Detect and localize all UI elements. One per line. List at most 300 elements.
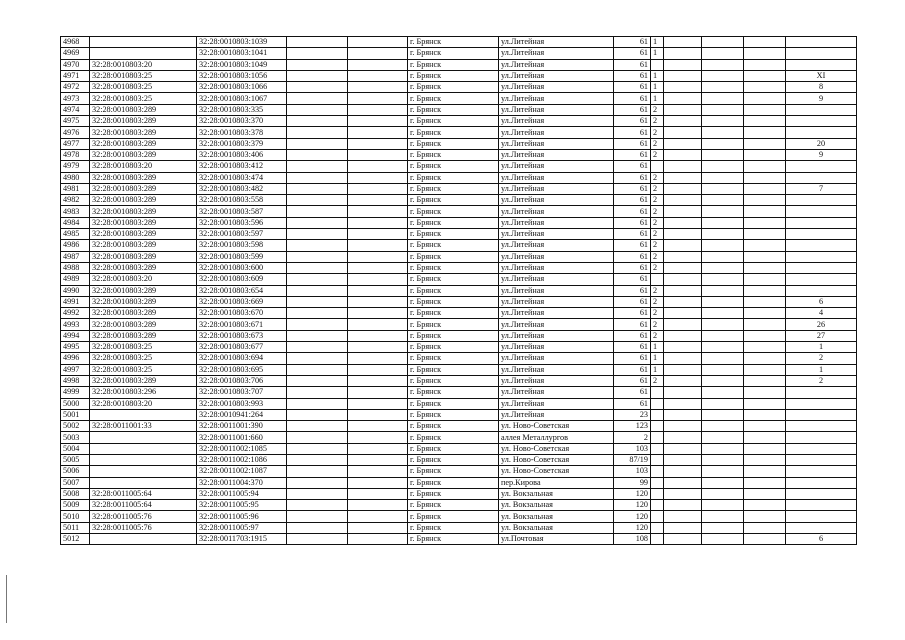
cell-extra <box>786 387 857 398</box>
cell-empty-c <box>664 296 702 307</box>
cell-empty-e <box>744 127 786 138</box>
cell-extra <box>786 172 857 183</box>
cell-parcel: 32:28:0010803:289 <box>90 138 197 149</box>
cell-object: 32:28:0011001:390 <box>197 421 287 432</box>
cell-house: 61 <box>614 342 651 353</box>
cell-parcel: 32:28:0010803:20 <box>90 274 197 285</box>
cell-empty-d <box>702 206 744 217</box>
cell-extra <box>786 285 857 296</box>
cell-empty-a <box>287 375 348 386</box>
cell-empty-d <box>702 522 744 533</box>
cell-extra <box>786 206 857 217</box>
cell-object: 32:28:0010803:1056 <box>197 70 287 81</box>
table-row <box>61 342 857 353</box>
cell-city: г. Брянск <box>408 342 499 353</box>
cell-empty-b <box>348 48 408 59</box>
cell-city: г. Брянск <box>408 522 499 533</box>
cell-empty-e <box>744 330 786 341</box>
cell-street: ул. Ново-Советская <box>499 421 614 432</box>
cell-object: 32:28:0010803:707 <box>197 387 287 398</box>
cell-flat: 1 <box>651 37 664 48</box>
cell-flat: 1 <box>651 70 664 81</box>
cell-empty-e <box>744 251 786 262</box>
cell-flat <box>651 421 664 432</box>
cell-empty-a <box>287 217 348 228</box>
cell-empty-d <box>702 161 744 172</box>
cell-empty-e <box>744 398 786 409</box>
cell-street: ул.Литейная <box>499 398 614 409</box>
table-row <box>61 454 857 465</box>
cell-parcel: 32:28:0010803:289 <box>90 127 197 138</box>
table-row <box>61 364 857 375</box>
cell-parcel: 32:28:0010803:289 <box>90 217 197 228</box>
cell-empty-c <box>664 477 702 488</box>
cell-empty-d <box>702 116 744 127</box>
cell-object: 32:28:0010803:378 <box>197 127 287 138</box>
cell-empty-a <box>287 500 348 511</box>
table-row <box>61 48 857 59</box>
cell-number: 4982 <box>61 195 90 206</box>
cell-object: 32:28:0010803:695 <box>197 364 287 375</box>
cell-object: 32:28:0011005:95 <box>197 500 287 511</box>
cell-house: 61 <box>614 82 651 93</box>
cell-extra <box>786 466 857 477</box>
cell-parcel <box>90 432 197 443</box>
cell-street: ул. Вокзальная <box>499 488 614 499</box>
cell-empty-b <box>348 330 408 341</box>
scan-margin-line <box>6 575 7 623</box>
cell-city: г. Брянск <box>408 161 499 172</box>
cell-empty-c <box>664 70 702 81</box>
table-row <box>61 308 857 319</box>
cell-empty-c <box>664 172 702 183</box>
cell-empty-d <box>702 59 744 70</box>
cell-extra <box>786 454 857 465</box>
cell-empty-e <box>744 240 786 251</box>
cell-empty-b <box>348 172 408 183</box>
cell-object: 32:28:0011002:1086 <box>197 454 287 465</box>
cell-parcel <box>90 409 197 420</box>
cell-empty-c <box>664 409 702 420</box>
cell-number: 5005 <box>61 454 90 465</box>
cell-street: ул.Литейная <box>499 217 614 228</box>
cell-street: ул.Литейная <box>499 183 614 194</box>
cell-empty-a <box>287 195 348 206</box>
cell-flat: 1 <box>651 364 664 375</box>
cell-number: 5001 <box>61 409 90 420</box>
cell-parcel <box>90 477 197 488</box>
cell-parcel: 32:28:0010803:289 <box>90 308 197 319</box>
cell-city: г. Брянск <box>408 183 499 194</box>
cell-city: г. Брянск <box>408 285 499 296</box>
cell-empty-d <box>702 511 744 522</box>
cell-number: 4979 <box>61 161 90 172</box>
cell-empty-c <box>664 421 702 432</box>
cell-empty-d <box>702 127 744 138</box>
cell-empty-e <box>744 364 786 375</box>
table-row <box>61 195 857 206</box>
cell-city: г. Брянск <box>408 262 499 273</box>
cell-street: ул.Литейная <box>499 308 614 319</box>
table-row <box>61 274 857 285</box>
table-row <box>61 127 857 138</box>
cell-empty-b <box>348 70 408 81</box>
cell-extra: 6 <box>786 534 857 545</box>
cell-empty-d <box>702 364 744 375</box>
cell-extra <box>786 500 857 511</box>
cell-parcel: 32:28:0010803:289 <box>90 195 197 206</box>
cell-flat: 2 <box>651 149 664 160</box>
cell-object: 32:28:0011005:94 <box>197 488 287 499</box>
cell-empty-c <box>664 398 702 409</box>
cell-flat <box>651 466 664 477</box>
cell-empty-a <box>287 161 348 172</box>
cell-house: 61 <box>614 195 651 206</box>
cell-street: ул.Литейная <box>499 104 614 115</box>
cell-number: 5007 <box>61 477 90 488</box>
cell-number: 4989 <box>61 274 90 285</box>
cell-empty-e <box>744 353 786 364</box>
cell-flat: 2 <box>651 104 664 115</box>
cell-empty-e <box>744 522 786 533</box>
cell-empty-d <box>702 534 744 545</box>
cell-empty-e <box>744 172 786 183</box>
cell-empty-c <box>664 229 702 240</box>
cell-street: ул.Литейная <box>499 274 614 285</box>
cell-flat <box>651 488 664 499</box>
cell-object: 32:28:0010803:1039 <box>197 37 287 48</box>
cell-parcel: 32:28:0010803:20 <box>90 161 197 172</box>
cell-city: г. Брянск <box>408 353 499 364</box>
cell-empty-d <box>702 48 744 59</box>
cell-empty-c <box>664 104 702 115</box>
cell-street: ул.Литейная <box>499 319 614 330</box>
cell-number: 5011 <box>61 522 90 533</box>
cell-empty-e <box>744 285 786 296</box>
cell-house: 23 <box>614 409 651 420</box>
cell-parcel: 32:28:0010803:289 <box>90 330 197 341</box>
cell-number: 4980 <box>61 172 90 183</box>
cell-empty-e <box>744 443 786 454</box>
table-row <box>61 172 857 183</box>
cell-empty-c <box>664 217 702 228</box>
cell-empty-a <box>287 229 348 240</box>
cell-house: 61 <box>614 93 651 104</box>
table-row <box>61 511 857 522</box>
cell-object: 32:28:0010803:694 <box>197 353 287 364</box>
cell-flat: 2 <box>651 206 664 217</box>
cell-street: ул.Литейная <box>499 229 614 240</box>
cell-empty-b <box>348 262 408 273</box>
cell-empty-a <box>287 240 348 251</box>
cell-parcel: 32:28:0010803:289 <box>90 104 197 115</box>
cell-extra <box>786 116 857 127</box>
cell-flat <box>651 534 664 545</box>
cell-object: 32:28:0010803:609 <box>197 274 287 285</box>
cell-empty-d <box>702 443 744 454</box>
cell-extra <box>786 240 857 251</box>
cell-extra: XI <box>786 70 857 81</box>
cell-parcel: 32:28:0010803:25 <box>90 70 197 81</box>
cell-object: 32:28:0010803:406 <box>197 149 287 160</box>
cell-empty-d <box>702 308 744 319</box>
cell-street: ул.Литейная <box>499 195 614 206</box>
cell-object: 32:28:0010803:596 <box>197 217 287 228</box>
table-row <box>61 409 857 420</box>
cell-empty-b <box>348 364 408 375</box>
cell-city: г. Брянск <box>408 296 499 307</box>
cell-empty-a <box>287 59 348 70</box>
cell-empty-d <box>702 296 744 307</box>
cell-parcel: 32:28:0010803:289 <box>90 206 197 217</box>
cell-empty-b <box>348 511 408 522</box>
cell-number: 4995 <box>61 342 90 353</box>
cell-extra <box>786 274 857 285</box>
cell-city: г. Брянск <box>408 206 499 217</box>
cell-empty-e <box>744 217 786 228</box>
cell-empty-d <box>702 217 744 228</box>
cell-empty-a <box>287 522 348 533</box>
cell-number: 4994 <box>61 330 90 341</box>
cell-extra <box>786 398 857 409</box>
cell-empty-b <box>348 409 408 420</box>
cell-parcel: 32:28:0010803:25 <box>90 93 197 104</box>
cell-number: 4971 <box>61 70 90 81</box>
cell-street: ул. Ново-Советская <box>499 466 614 477</box>
cell-empty-a <box>287 104 348 115</box>
cell-object: 32:28:0010803:587 <box>197 206 287 217</box>
cell-empty-a <box>287 319 348 330</box>
cell-empty-a <box>287 387 348 398</box>
cell-city: г. Брянск <box>408 217 499 228</box>
cell-empty-d <box>702 229 744 240</box>
cell-parcel: 32:28:0010803:296 <box>90 387 197 398</box>
cell-empty-d <box>702 172 744 183</box>
cell-number: 4998 <box>61 375 90 386</box>
cell-city: г. Брянск <box>408 421 499 432</box>
cell-house: 61 <box>614 206 651 217</box>
cell-street: аллея Металлургов <box>499 432 614 443</box>
cell-parcel <box>90 37 197 48</box>
cell-number: 4969 <box>61 48 90 59</box>
cell-object: 32:28:0010941:264 <box>197 409 287 420</box>
cell-object: 32:28:0010803:600 <box>197 262 287 273</box>
cell-city: г. Брянск <box>408 308 499 319</box>
cell-empty-a <box>287 409 348 420</box>
cell-street: ул.Литейная <box>499 296 614 307</box>
cell-flat: 2 <box>651 296 664 307</box>
cell-street: ул.Литейная <box>499 240 614 251</box>
cell-flat <box>651 59 664 70</box>
cell-empty-c <box>664 59 702 70</box>
table-row <box>61 37 857 48</box>
cell-city: г. Брянск <box>408 364 499 375</box>
cell-city: г. Брянск <box>408 534 499 545</box>
cell-number: 5006 <box>61 466 90 477</box>
cell-parcel: 32:28:0010803:289 <box>90 116 197 127</box>
cell-parcel <box>90 534 197 545</box>
cell-flat <box>651 454 664 465</box>
cell-street: ул.Литейная <box>499 149 614 160</box>
cell-empty-a <box>287 138 348 149</box>
cell-parcel: 32:28:0010803:289 <box>90 375 197 386</box>
cell-empty-e <box>744 70 786 81</box>
cell-empty-b <box>348 308 408 319</box>
cell-city: г. Брянск <box>408 398 499 409</box>
cell-flat: 1 <box>651 342 664 353</box>
cell-city: г. Брянск <box>408 319 499 330</box>
cell-extra: 8 <box>786 82 857 93</box>
table-row <box>61 206 857 217</box>
cell-empty-d <box>702 240 744 251</box>
cell-house: 120 <box>614 488 651 499</box>
cell-empty-c <box>664 37 702 48</box>
table-row <box>61 432 857 443</box>
cell-flat: 2 <box>651 229 664 240</box>
cell-street: ул.Литейная <box>499 364 614 375</box>
cell-empty-b <box>348 240 408 251</box>
cell-parcel: 32:28:0010803:289 <box>90 285 197 296</box>
cell-flat: 1 <box>651 48 664 59</box>
cell-house: 61 <box>614 387 651 398</box>
cell-house: 61 <box>614 229 651 240</box>
cell-extra <box>786 477 857 488</box>
cell-empty-c <box>664 319 702 330</box>
cell-number: 4977 <box>61 138 90 149</box>
cell-empty-b <box>348 296 408 307</box>
cell-parcel <box>90 466 197 477</box>
register-body <box>61 37 857 545</box>
cell-parcel: 32:28:0011005:64 <box>90 500 197 511</box>
cell-house: 61 <box>614 183 651 194</box>
cell-empty-c <box>664 375 702 386</box>
cell-empty-e <box>744 183 786 194</box>
cell-object: 32:28:0010803:412 <box>197 161 287 172</box>
cell-empty-c <box>664 127 702 138</box>
cell-empty-b <box>348 195 408 206</box>
cell-flat: 1 <box>651 353 664 364</box>
cell-empty-e <box>744 375 786 386</box>
table-row <box>61 262 857 273</box>
cell-street: ул.Почтовая <box>499 534 614 545</box>
cell-empty-a <box>287 172 348 183</box>
cell-extra: 4 <box>786 308 857 319</box>
cell-object: 32:28:0010803:482 <box>197 183 287 194</box>
cell-object: 32:28:0010803:669 <box>197 296 287 307</box>
cell-street: ул.Литейная <box>499 127 614 138</box>
cell-extra <box>786 409 857 420</box>
cell-parcel: 32:28:0011001:33 <box>90 421 197 432</box>
table-row <box>61 82 857 93</box>
cell-empty-a <box>287 149 348 160</box>
cell-number: 5000 <box>61 398 90 409</box>
cell-empty-e <box>744 500 786 511</box>
cell-extra <box>786 421 857 432</box>
cell-empty-b <box>348 104 408 115</box>
cell-street: ул.Литейная <box>499 59 614 70</box>
cell-empty-e <box>744 409 786 420</box>
cell-flat <box>651 274 664 285</box>
cell-number: 4970 <box>61 59 90 70</box>
cell-empty-b <box>348 251 408 262</box>
cell-city: г. Брянск <box>408 127 499 138</box>
table-row <box>61 488 857 499</box>
cell-house: 61 <box>614 149 651 160</box>
table-row <box>61 466 857 477</box>
cell-parcel: 32:28:0010803:289 <box>90 251 197 262</box>
table-row <box>61 330 857 341</box>
cell-extra <box>786 488 857 499</box>
cell-city: г. Брянск <box>408 454 499 465</box>
cell-empty-a <box>287 342 348 353</box>
cell-empty-c <box>664 262 702 273</box>
cell-empty-c <box>664 138 702 149</box>
cell-house: 61 <box>614 48 651 59</box>
cell-empty-a <box>287 37 348 48</box>
cell-street: ул. Вокзальная <box>499 522 614 533</box>
cell-street: ул. Ново-Советская <box>499 454 614 465</box>
cell-empty-c <box>664 342 702 353</box>
cell-city: г. Брянск <box>408 172 499 183</box>
table-row <box>61 398 857 409</box>
cell-house: 123 <box>614 421 651 432</box>
cell-empty-e <box>744 195 786 206</box>
cell-flat <box>651 522 664 533</box>
cell-object: 32:28:0010803:1049 <box>197 59 287 70</box>
cell-street: ул. Вокзальная <box>499 500 614 511</box>
cell-city: г. Брянск <box>408 375 499 386</box>
cell-empty-b <box>348 217 408 228</box>
cell-object: 32:28:0010803:379 <box>197 138 287 149</box>
cell-number: 5003 <box>61 432 90 443</box>
cell-flat <box>651 387 664 398</box>
cell-house: 61 <box>614 330 651 341</box>
cell-house: 61 <box>614 274 651 285</box>
cell-number: 4978 <box>61 149 90 160</box>
cell-empty-b <box>348 488 408 499</box>
cell-flat <box>651 161 664 172</box>
cell-city: г. Брянск <box>408 93 499 104</box>
cell-city: г. Брянск <box>408 229 499 240</box>
cell-empty-a <box>287 330 348 341</box>
cell-house: 61 <box>614 116 651 127</box>
cell-number: 4972 <box>61 82 90 93</box>
cell-empty-d <box>702 70 744 81</box>
cell-empty-e <box>744 116 786 127</box>
register-sheet <box>60 36 857 545</box>
cell-empty-e <box>744 93 786 104</box>
cell-parcel: 32:28:0010803:289 <box>90 229 197 240</box>
cell-city: г. Брянск <box>408 274 499 285</box>
cell-flat: 2 <box>651 127 664 138</box>
cell-empty-c <box>664 534 702 545</box>
cell-empty-e <box>744 229 786 240</box>
cell-empty-e <box>744 387 786 398</box>
cell-empty-a <box>287 454 348 465</box>
cell-empty-b <box>348 183 408 194</box>
cell-flat: 2 <box>651 319 664 330</box>
cell-extra: 6 <box>786 296 857 307</box>
cell-extra <box>786 262 857 273</box>
table-row <box>61 104 857 115</box>
cell-empty-e <box>744 488 786 499</box>
cell-empty-a <box>287 183 348 194</box>
cell-house: 61 <box>614 353 651 364</box>
cell-house: 61 <box>614 70 651 81</box>
cell-empty-e <box>744 274 786 285</box>
cell-empty-d <box>702 500 744 511</box>
cell-house: 61 <box>614 262 651 273</box>
